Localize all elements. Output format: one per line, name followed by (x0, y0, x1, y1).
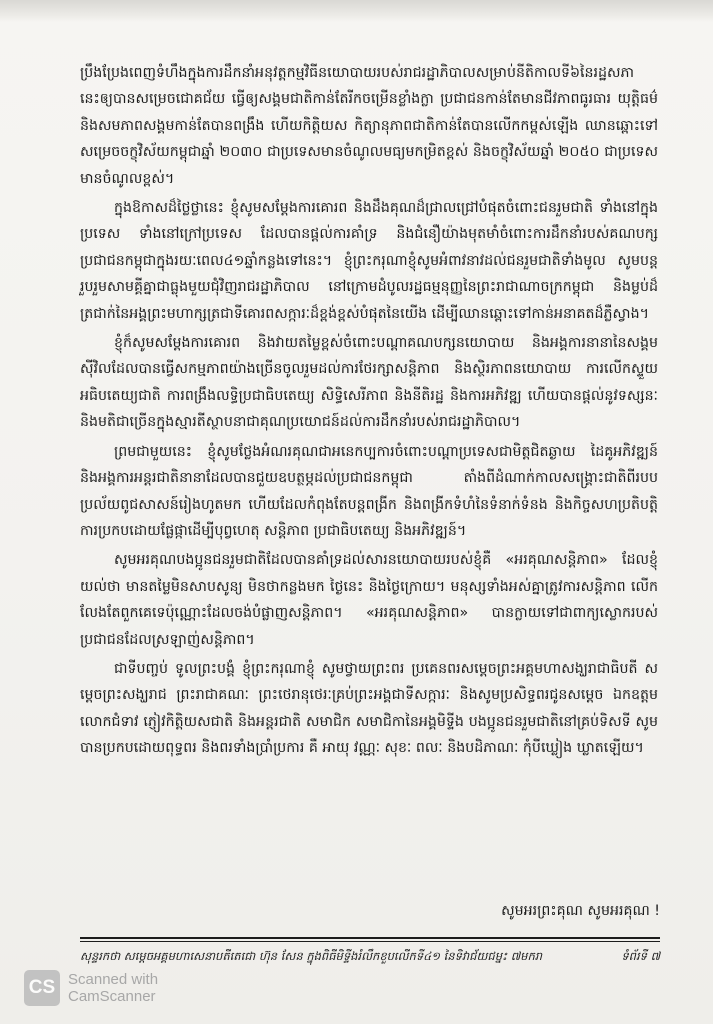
camscanner-text (68, 971, 158, 1005)
page-top-edge (0, 0, 713, 22)
paragraph-2: ក្នុងឱកាសដ៏ថ្លៃថ្លានេះ ខ្ញុំសូមសម្តែងការគោរព និងដឹងគុណដ៏ជ្រាលជ្រៅបំផុតចំពោះជនរួមជាតិ ទាំងនៅក្នុងប្រទេស ទាំងនៅក្រៅប្រទេស ដែលបានផ្តល់ការគាំទ្រ និងជំនឿយ៉ាងមុតមាំចំពោះការដឹកនាំរបស់គណបក្សប្រជាជនកម្ពុជាក្នុងរយៈពេល៤១ឆ្នាំកន្លងទៅនេះ។ ខ្ញុំព្រះករុណាខ្ញុំសូមអំពាវនាវដល់ជនរួមជាតិទាំងមូល សូមបន្តរួបរួមសាមគ្គីគ្នាជាធ្លុងមួយជុំវិញរាជរដ្ឋាភិបាល នៅក្រោមដំបូលរដ្ឋធម្មនុញ្ញនៃព្រះរាជាណាចក្រកម្ពុជា និងម្លប់ដ៏ត្រជាក់នៃអង្គព្រះមហាក្សត្រជាទីគោរពសក្ការៈដ៏ខ្ពង់ខ្ពស់បំផុតនៃយើង ដើម្បីឈានឆ្ពោះទៅកាន់អនាគតដ៏ភ្លឺស្វាង។ (80, 200, 658, 322)
camscanner-watermark (24, 968, 158, 1008)
watermark-line-1: Scanned with (68, 971, 159, 988)
paragraph-5: សូមអរគុណបងប្អូនជនរួមជាតិដែលបានគាំទ្រដល់សារនយោបាយរបស់ខ្ញុំគឺ «អរគុណសន្តិភាព» ដែលខ្ញុំយល់ថា មានតម្លៃមិនសាបសូន្យ មិនថាកន្លងមក ថ្ងៃនេះ និងថ្ងៃក្រោយ។ មនុស្សទាំងអស់គ្នាត្រូវការសន្តិភាព លើកលែងតែពួកគេទេប៉ុណ្ណោះដែលចង់បំផ្លាញសន្តិភាព។ «អរគុណសន្តិភាព» បានក្លាយទៅជាពាក្យស្លោករបស់ប្រជាជនដែលស្រឡាញ់សន្តិភាព។ (80, 552, 658, 648)
document-body (80, 60, 658, 765)
footer-rule-thin (80, 941, 660, 942)
page-footer (80, 945, 660, 967)
footer-caption: សុន្ទរកថា សម្តេចអគ្គមហាសេនាបតីតេជោ ហ៊ុន សែន ក្នុងពិធីមិទ្ទីងរំលឹកខួបលើកទី៤១ នៃទិវាជ័យជម្នះ ៧មករា (80, 949, 543, 963)
watermark-line-2: CamScanner (68, 988, 156, 1005)
paragraph-6: ជាទីបញ្ចប់ ទូលព្រះបង្គំ ខ្ញុំព្រះករុណាខ្ញុំ សូមថ្វាយព្រះពរ ប្រគេនពរសម្តេចព្រះអគ្គមហាសង្ឃរាជាធិបតី សម្តេចព្រះសង្ឃរាជ ព្រះរាជាគណៈ ព្រះថេរានុថេរៈគ្រប់ព្រះអង្គជាទីសក្ការៈ និងសូមប្រសិទ្ធពរជូនសម្តេច ឯកឧត្តម លោកជំទាវ ភ្ញៀវកិត្តិយសជាតិ និងអន្តរជាតិ សមាជិក សមាជិកានៃអង្គមិទ្ទីង បងប្អូនជនរួមជាតិនៅគ្រប់ទិសទី សូមបានប្រកបដោយពុទ្ធពរ និងពរទាំងប្រាំប្រការ គឺ អាយុ វណ្ណៈ សុខៈ ពលៈ និងបដិភាណៈ កុំបីឃ្លៀង ឃ្លាតឡើយ។ (80, 660, 658, 757)
footer-rule (80, 937, 660, 939)
paragraph-3: ខ្ញុំក៏សូមសម្តែងការគោរព និងវាយតម្លៃខ្ពស់ចំពោះបណ្តាគណបក្សនយោបាយ និងអង្គការនានានៃសង្គមស៊ីវិលដែលបានធ្វើសកម្មភាពយ៉ាងច្រើនចូលរួមដល់ការថែរក្សាសន្តិភាព និងស្ថិរភាពនយោបាយ ការលើកស្ទួយអធិបតេយ្យជាតិ ការពង្រឹងលទ្ធិប្រជាធិបតេយ្យ សិទ្ធិសេរីភាព និងនីតិរដ្ឋ និងការអភិវឌ្ឍ ហើយបានផ្តល់នូវទស្សនៈ និងមតិជាច្រើនក្នុងស្មារតីស្ថាបនាជាគុណប្រយោជន៍ដល់ការដឹកនាំរបស់រាជរដ្ឋាភិបាល។ (80, 335, 658, 431)
closing-line: សូមអរព្រះគុណ សូមអរគុណ ! (501, 903, 660, 919)
paragraph-4: ព្រមជាមួយនេះ ខ្ញុំសូមថ្លែងអំណរគុណជាអនេកប្បការចំពោះបណ្តាប្រទេសជាមិត្តជិតឆ្ងាយ ដៃគូអភិវឌ្ឍន៍ និងអង្គការអន្តរជាតិនានាដែលបានជួយឧបត្ថម្ភដល់ប្រជាជនកម្ពុជា តាំងពីដំណាក់កាលសង្គ្រោះជាតិពីរបបប្រល័យពូជសាសន៍រៀងហូតមក ហើយដែលកំពុងតែបន្តពង្រីក និងពង្រីកទំហំនៃទំនាក់ទំនង និងកិច្ចសហប្រតិបត្តិការប្រកបដោយផ្លែផ្កាដើម្បីបុព្វហេតុ សន្តិភាព ប្រជាធិបតេយ្យ និងអភិវឌ្ឍន៍។ (80, 443, 658, 539)
paragraph-1: ប្រឹងប្រែងពេញទំហឹងក្នុងការដឹកនាំអនុវត្តកម្មវិធីនយោបាយរបស់រាជរដ្ឋាភិបាលសម្រាប់នីតិកាលទី៦នៃរដ្ឋសភា នេះឲ្យបានសម្រេចជោគជ័យ ធ្វើឲ្យសង្គមជាតិកាន់តែរីកចម្រើនខ្លាំងក្លា ប្រជាជនកាន់តែមានជីវភាពធូរធារ យុត្តិធម៌ និងសមភាពសង្គមកាន់តែបានពង្រឹង ហើយកិត្តិយស កិត្យានុភាពជាតិកាន់តែបានលើកកម្ពស់ឡើង ឈានឆ្ពោះទៅសម្រេចចក្ខុវិស័យកម្ពុជាឆ្នាំ ២០៣០ ជាប្រទេសមានចំណូលមធ្យមកម្រិតខ្ពស់ និងចក្ខុវិស័យឆ្នាំ ២០៥០ ជាប្រទេសមានចំណូលខ្ពស់។ (80, 65, 658, 187)
page-number: ទំព័រទី ៧ (621, 949, 660, 963)
camscanner-logo-icon: CS (24, 970, 60, 1006)
